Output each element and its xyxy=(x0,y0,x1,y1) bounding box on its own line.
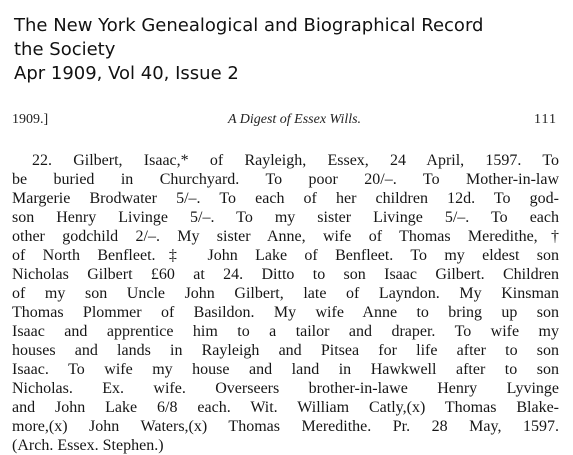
entry-line: Isaac. To wife my house and land in Hawkwell after to son xyxy=(12,361,559,378)
entry-line: Nicholas Gilbert £60 at 24. Ditto to son Isaac Gilbert. Children xyxy=(12,266,559,283)
running-title: A Digest of Essex Wills. xyxy=(227,112,362,127)
caption-title-line-2: the Society xyxy=(14,39,116,60)
entry-line: (Arch. Essex. Stephen.) xyxy=(12,437,164,454)
entry-line: Thomas Plommer of Basildon. My wife Anne to bring up son xyxy=(12,304,559,321)
caption-title-line-1: The New York Genealogical and Biographical Record xyxy=(14,15,484,36)
entry-line: son Henry Livinge 5/–. To my sister Livinge 5/–. To each xyxy=(12,209,559,226)
document-caption xyxy=(14,14,483,86)
will-entry xyxy=(12,151,559,455)
entry-line: more,(x) John Waters,(x) Thomas Meredithe. Pr. 28 May, 1597. xyxy=(12,418,559,435)
entry-line: houses and lands in Rayleigh and Pitsea for life after to son xyxy=(12,342,559,359)
entry-line: 22. Gilbert, Isaac,* of Rayleigh, Essex, 24 April, 1597. To xyxy=(32,152,559,169)
page-number: 111 xyxy=(534,112,557,127)
entry-line: Nicholas. Ex. wife. Overseers brother-in-lawe Henry Lyvinge xyxy=(12,380,559,397)
entry-line: Isaac and apprentice him to a tailor and draper. To wife my xyxy=(12,323,559,340)
entry-line: of my son Uncle John Gilbert, late of Layndon. My Kinsman xyxy=(12,285,559,302)
caption-issue-line: Apr 1909, Vol 40, Issue 2 xyxy=(14,63,239,84)
entry-line: be buried in Churchyard. To poor 20/–. To Mother-in-law xyxy=(12,171,559,188)
header-year: 1909.] xyxy=(12,112,49,127)
entry-line: Margerie Brodwater 5/–. To each of her children 12d. To god- xyxy=(12,190,559,207)
entry-line: other godchild 2/–. My sister Anne, wife of Thomas Meredithe,† xyxy=(12,228,559,245)
entry-line: and John Lake 6/8 each. Wit. William Catly,(x) Thomas Blake- xyxy=(12,399,559,416)
entry-line: of North Benfleet.‡ John Lake of Benfleet. To my eldest son xyxy=(12,247,559,264)
page-header xyxy=(12,112,557,130)
